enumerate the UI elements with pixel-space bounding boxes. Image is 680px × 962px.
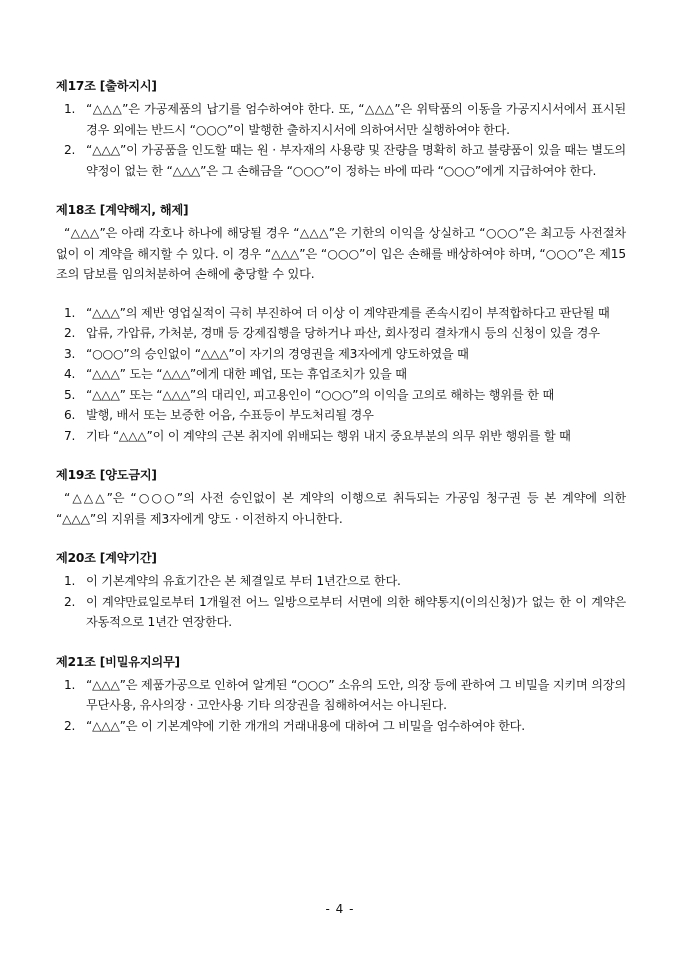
item-text: “△△△” 도는 “△△△”에게 대한 폐업, 또는 휴업조치가 있을 때 [86, 367, 407, 381]
list-item [56, 323, 626, 344]
item-text: 이 기본계약의 유효기간은 본 체결일로 부터 1년간으로 한다. [86, 574, 401, 588]
list-item [56, 592, 626, 633]
article-title: 제19조 [양도금지] [56, 468, 157, 482]
article-19 [56, 465, 626, 529]
item-text: 압류, 가압류, 가처분, 경매 등 강제집행을 당하거나 파산, 회사정리 결차개시 등의 신청이 있을 경우 [86, 326, 600, 340]
list-item [56, 99, 626, 140]
item-number: 1. [64, 305, 76, 320]
list-item [56, 385, 626, 406]
item-number: 1. [64, 574, 76, 588]
item-number: 2. [64, 326, 76, 340]
item-number: 5. [64, 387, 76, 402]
item-number: 6. [64, 408, 76, 422]
item-text: 이 계약만료일로부터 1개월전 어느 일방으로부터 서면에 의한 해약통지(이의신청)가 없는 한 이 계약은 자동적으로 1년간 연장한다. [86, 594, 626, 629]
article-title: 제21조 [비밀유지의무] [56, 654, 180, 669]
item-number: 2. [64, 594, 76, 609]
item-text: “△△△”은 이 기본계약에 기한 개개의 거래내용에 대하여 그 비밀을 엄수하여야 한다. [86, 718, 525, 733]
item-number: 2. [64, 143, 76, 157]
list-item [56, 426, 626, 447]
item-text: “△△△” 또는 “△△△”의 대리인, 피고용인이 “○○○”의 이익을 고의로 해하는 행위를 한 때 [86, 387, 555, 402]
article-18 [56, 200, 626, 446]
article-intro: “△△△”은 아래 각호나 하나에 해당될 경우 “△△△”은 기한의 이익을 상실하고 “○○○”은 최고등 사전절차없이 이 계약을 해지할 수 있다. 이 경우 “△△△”은 “○○○”이 입은 손해를 배상하여야 하며, “○○○”은 제15조의 담보를 임의처분하여 손해에 충당할 수 있다. [56, 226, 626, 281]
item-text: “△△△”의 제반 영업실적이 극히 부진하여 더 이상 이 계약관계를 존속시킴이 부적합하다고 판단될 때 [86, 305, 610, 320]
item-text: “○○○”의 승인없이 “△△△”이 자기의 경영권을 제3자에게 양도하였을 때 [86, 346, 469, 361]
item-text: “△△△”은 가공제품의 납기를 엄수하여야 한다. 또, “△△△”은 위탁품의 이동을 가공지시서에서 표시된 경우 외에는 반드시 “○○○”이 발행한 출하지시서에 의하여서만 실행하여야 한다. [86, 102, 626, 137]
item-text: 기타 “△△△”이 이 계약의 근본 취지에 위배되는 행위 내지 중요부분의 의무 위반 행위를 할 때 [86, 428, 571, 443]
list-item [56, 364, 626, 385]
item-number: 3. [64, 346, 76, 361]
article-title: 제18조 [계약해지, 해제] [56, 203, 189, 217]
list-item [56, 140, 626, 181]
article-21 [56, 652, 626, 737]
item-text: “△△△”이 가공품을 인도할 때는 원 · 부자재의 사용량 및 잔량을 명확히 하고 불량품이 있을 때는 별도의 약정이 없는 한 “△△△”은 그 손해금을 “○○○”이 정하는 바에 따라 “○○○”에게 지급하여야 한다. [86, 143, 626, 178]
item-number: 1. [64, 677, 76, 692]
item-number: 1. [64, 102, 76, 116]
article-20 [56, 548, 626, 633]
document-page [56, 76, 626, 755]
article-intro: “△△△”은 “○○○”의 사전 승인없이 본 계약의 이행으로 취득되는 가공임 청구권 등 본 계약에 의한 “△△△”의 지위를 제3자에게 양도 · 이전하지 아니한다. [56, 491, 626, 526]
item-number: 7. [64, 428, 76, 443]
article-title: 제17조 [출하지시] [56, 79, 157, 93]
list-item [56, 344, 626, 365]
list-item [56, 571, 626, 592]
item-number: 4. [64, 367, 76, 381]
item-text: “△△△”은 제품가공으로 인하여 알게된 “○○○” 소유의 도안, 의장 등에 관하여 그 비밀을 지키며 의장의 무단사용, 유사의장 · 고안사용 기타 의장권을 침해하여서는 아니된다. [86, 677, 626, 712]
list-item [56, 716, 626, 737]
page-number: - 4 - [325, 902, 355, 916]
article-title: 제20조 [계약기간] [56, 551, 157, 565]
item-text: 발행, 배서 또는 보증한 어음, 수표등이 부도처리될 경우 [86, 408, 374, 422]
list-item [56, 303, 626, 324]
item-number: 2. [64, 718, 76, 733]
list-item [56, 675, 626, 716]
article-17 [56, 76, 626, 181]
list-item [56, 405, 626, 426]
